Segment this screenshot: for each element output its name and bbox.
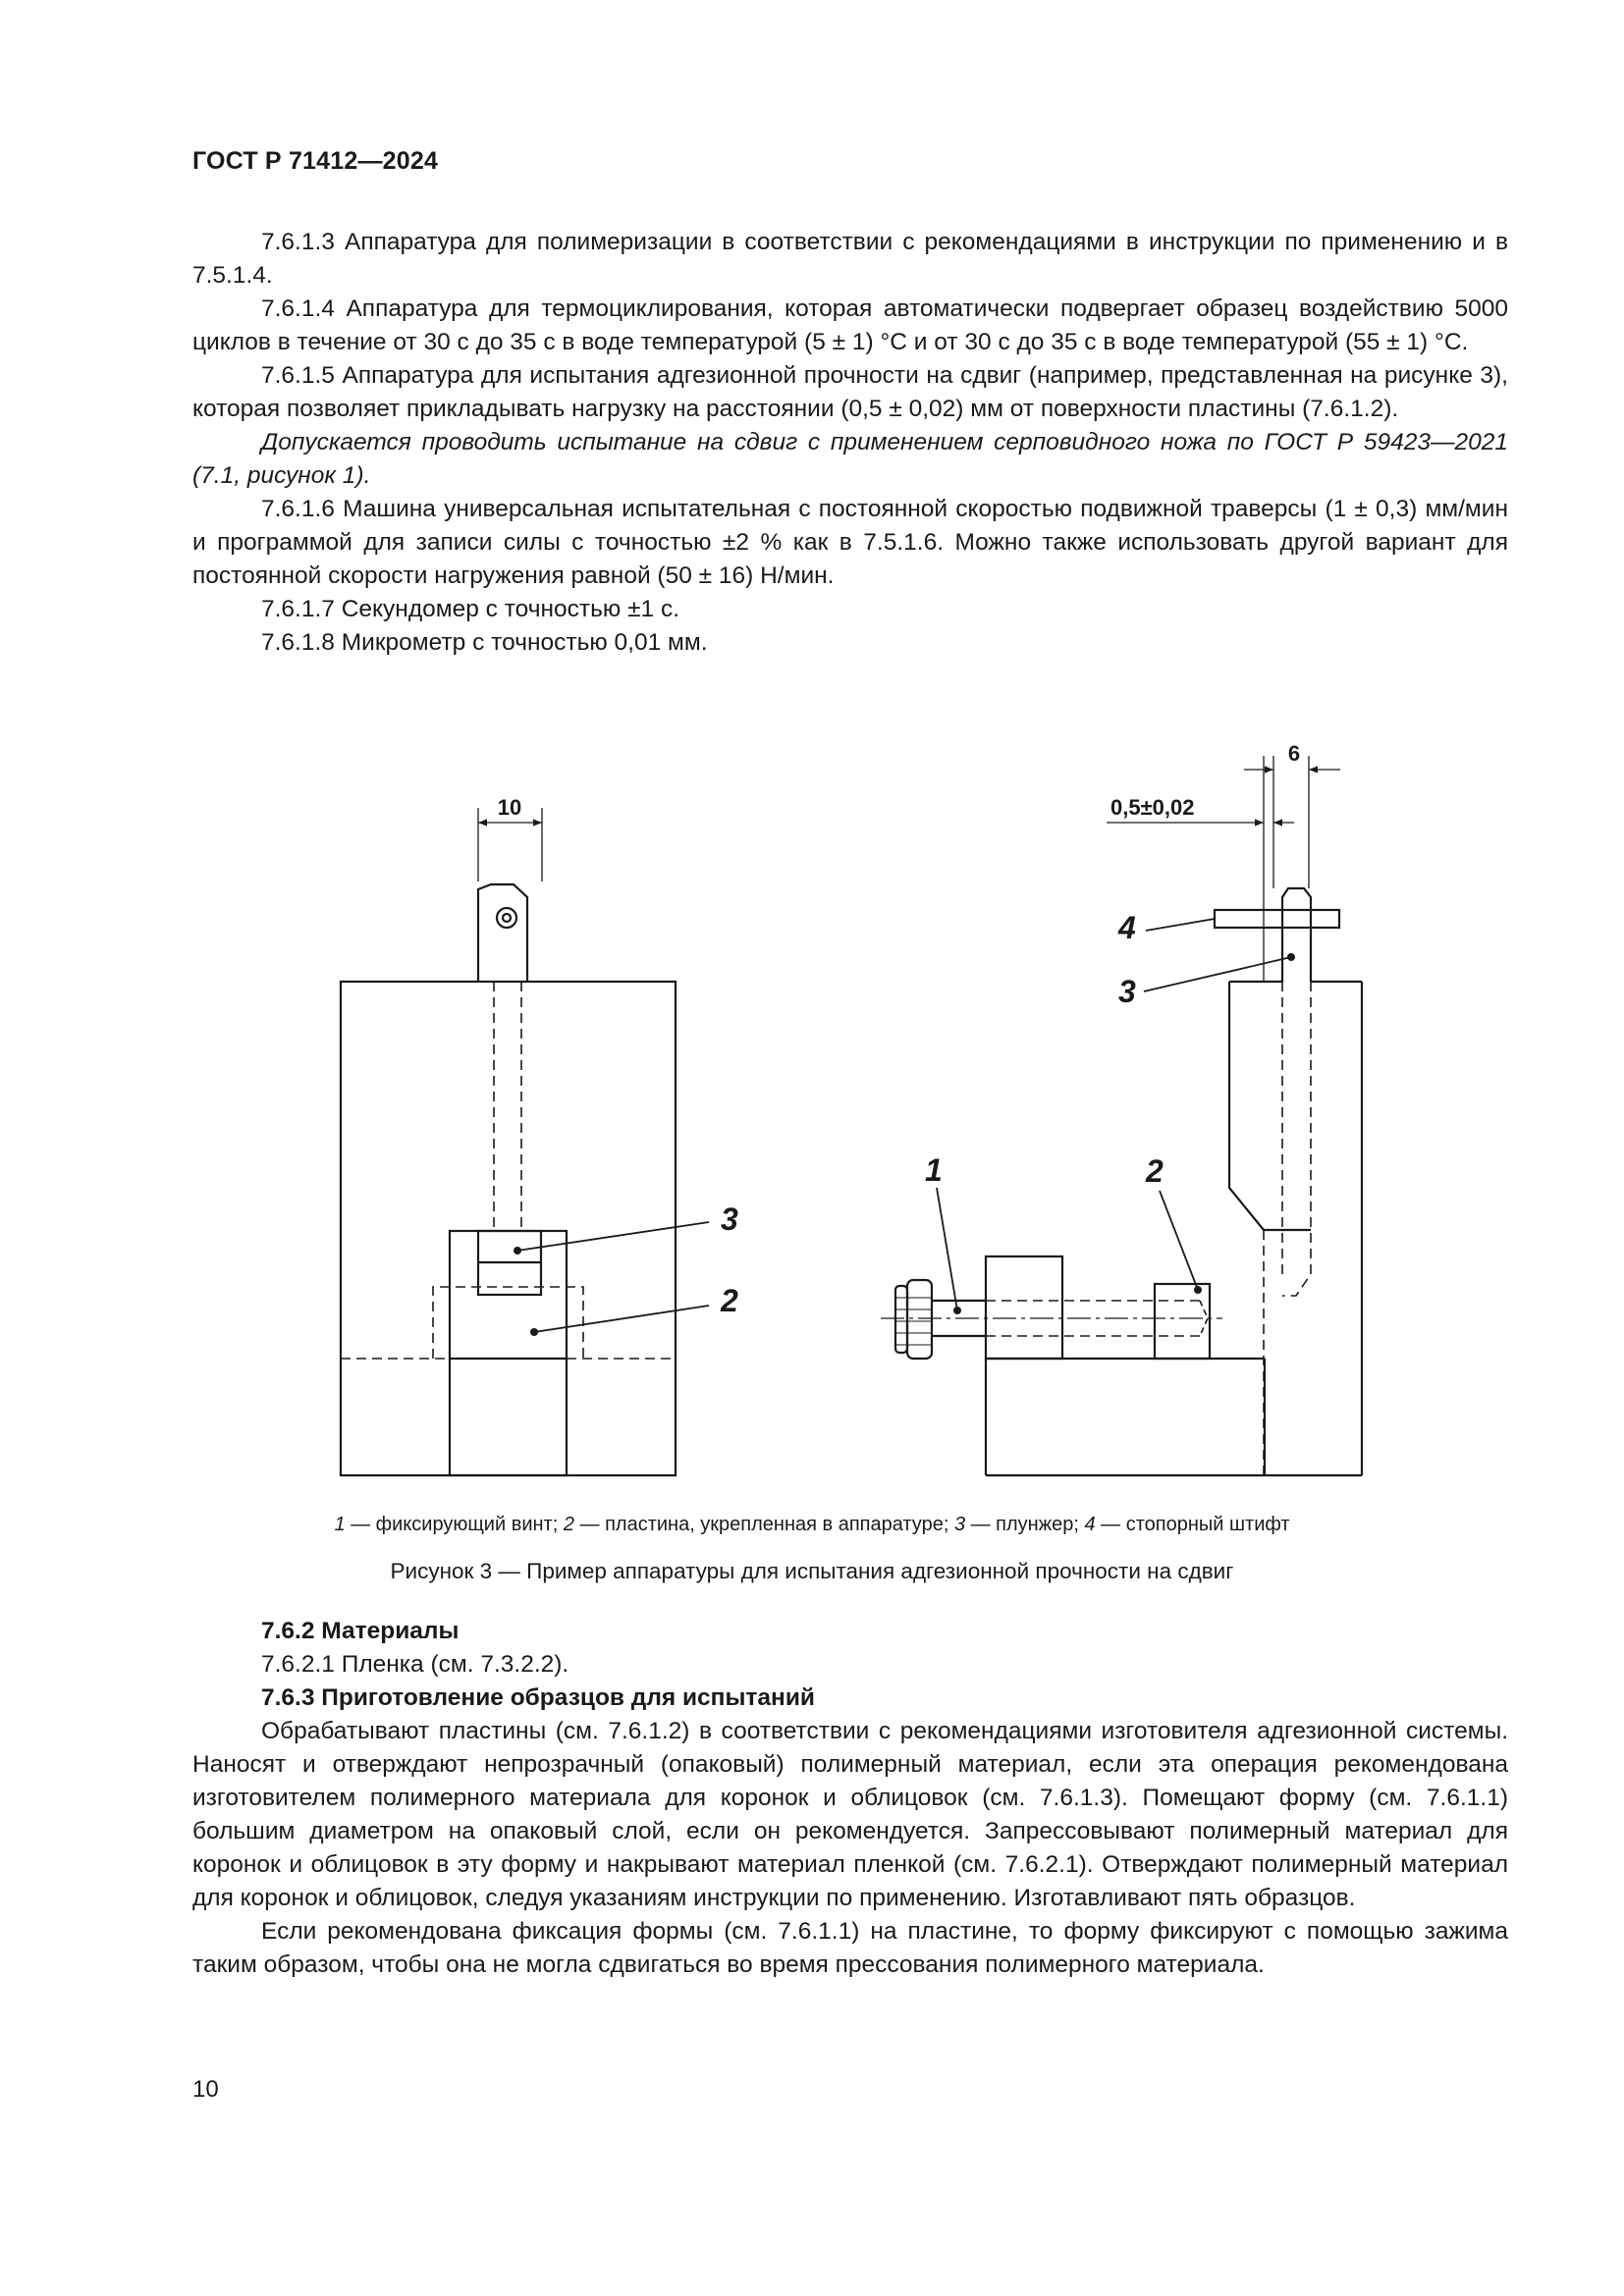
bottom-text-block	[192, 1615, 1508, 1982]
paragraph-7-6-1-4: 7.6.1.4 Аппаратура для термоциклирования, которая автоматически подвергает образец воздействию 5000 циклов в течение от 30 с до 35 с в воде температурой (5 ± 1) °С и от 30 с до 35 с в воде температурой (55 ± 1) °С.	[192, 295, 1508, 355]
figure-3-apparatus	[295, 731, 1434, 1487]
dim-label-offset: 0,5±0,02	[1110, 795, 1195, 820]
legend-num-4: 4	[1084, 1514, 1096, 1535]
paragraph-sample-preparation: Обрабатывают пластины (см. 7.6.1.2) в соответствии с рекомендациями изготовителя адгезионной системы. Наносят и отверждают непрозрачный (опаковый) полимерный материал, если эта операция рекомендована изготовителем полимерного материала для коронок и облицовок (см. 7.6.1.3). Помещают форму (см. 7.6.1.1) большим диаметром на опаковый слой, если он рекомендуется. Запрессовывают полимерный материал для коронок и облицовок в эту форму и накрывают материал пленкой (см. 7.6.2.1). Отверждают полимерный материал для коронок и облицовок, следуя указаниям инструкции по применению. Изготавливают пять образцов.	[192, 1718, 1508, 1911]
paragraph-7-6-1-8: 7.6.1.8 Микрометр с точностью 0,01 мм.	[261, 629, 708, 656]
callout-2-right: 2	[1146, 1153, 1164, 1189]
document-header: ГОСТ Р 71412—2024	[192, 147, 439, 175]
page-number: 10	[192, 2076, 219, 2103]
legend-text-1: — фиксирующий винт;	[345, 1514, 564, 1535]
paragraph-form-fixation: Если рекомендована фиксация формы (см. 7.6.1.1) на пластине, то форму фиксируют с помощью зажима таким образом, чтобы она не могла сдвигаться во время прессования полимерного материала.	[192, 1918, 1508, 1978]
callout-4-right: 4	[1118, 910, 1136, 945]
dim-label-10: 10	[497, 795, 522, 820]
figure-caption: Рисунок 3 — Пример аппаратуры для испытания адгезионной прочности на сдвиг	[390, 1559, 1234, 1583]
paragraph-7-6-1-5: 7.6.1.5 Аппаратура для испытания адгезионной прочности на сдвиг (например, представленная на рисунке 3), которая позволяет прикладывать нагрузку на расстоянии (0,5 ± 0,02) мм от поверхности пластины (7.6.1.2).	[192, 362, 1508, 422]
apparatus-drawing	[295, 731, 1434, 1487]
legend-text-2: — пластина, укрепленная в аппаратуре;	[573, 1514, 954, 1535]
right-view	[881, 756, 1362, 1475]
top-text-block	[192, 226, 1508, 660]
section-heading-7-6-2: 7.6.2 Материалы	[261, 1618, 460, 1644]
paragraph-7-6-1-6: 7.6.1.6 Машина универсальная испытательная с постоянной скоростью подвижной траверсы (1 ± 0,3) мм/мин и программой для записи силы с точностью ±2 % как в 7.5.1.6. Можно также использовать другой вариант для постоянной скорости нагружения равной (50 ± 16) Н/мин.	[192, 496, 1508, 589]
paragraph-7-6-1-7: 7.6.1.7 Секундомер с точностью ±1 с.	[261, 596, 680, 622]
callout-3-right: 3	[1118, 974, 1136, 1009]
dim-label-6: 6	[1287, 741, 1301, 766]
paragraph-7-6-1-3: 7.6.1.3 Аппаратура для полимеризации в соответствии с рекомендациями в инструкции по применению и в 7.5.1.4.	[192, 229, 1508, 289]
legend-num-1: 1	[334, 1514, 346, 1535]
legend-num-3: 3	[953, 1514, 966, 1535]
legend-text-3: — плунжер;	[965, 1514, 1085, 1535]
callout-1-right: 1	[925, 1152, 943, 1188]
legend-text-4: — стопорный штифт	[1095, 1514, 1290, 1535]
section-heading-7-6-3: 7.6.3 Приготовление образцов для испытаний	[261, 1684, 815, 1711]
callout-2-left: 2	[721, 1283, 738, 1318]
paragraph-7-6-2-1: 7.6.2.1 Пленка (см. 7.3.2.2).	[261, 1651, 569, 1678]
left-view	[341, 808, 709, 1475]
figure-legend	[0, 1514, 1624, 1536]
paragraph-note-italic: Допускается проводить испытание на сдвиг с применением серповидного ножа по ГОСТ Р 59423—2021 (7.1, рисунок 1).	[192, 429, 1508, 489]
callout-3-left: 3	[721, 1201, 738, 1237]
legend-num-2: 2	[563, 1514, 574, 1535]
